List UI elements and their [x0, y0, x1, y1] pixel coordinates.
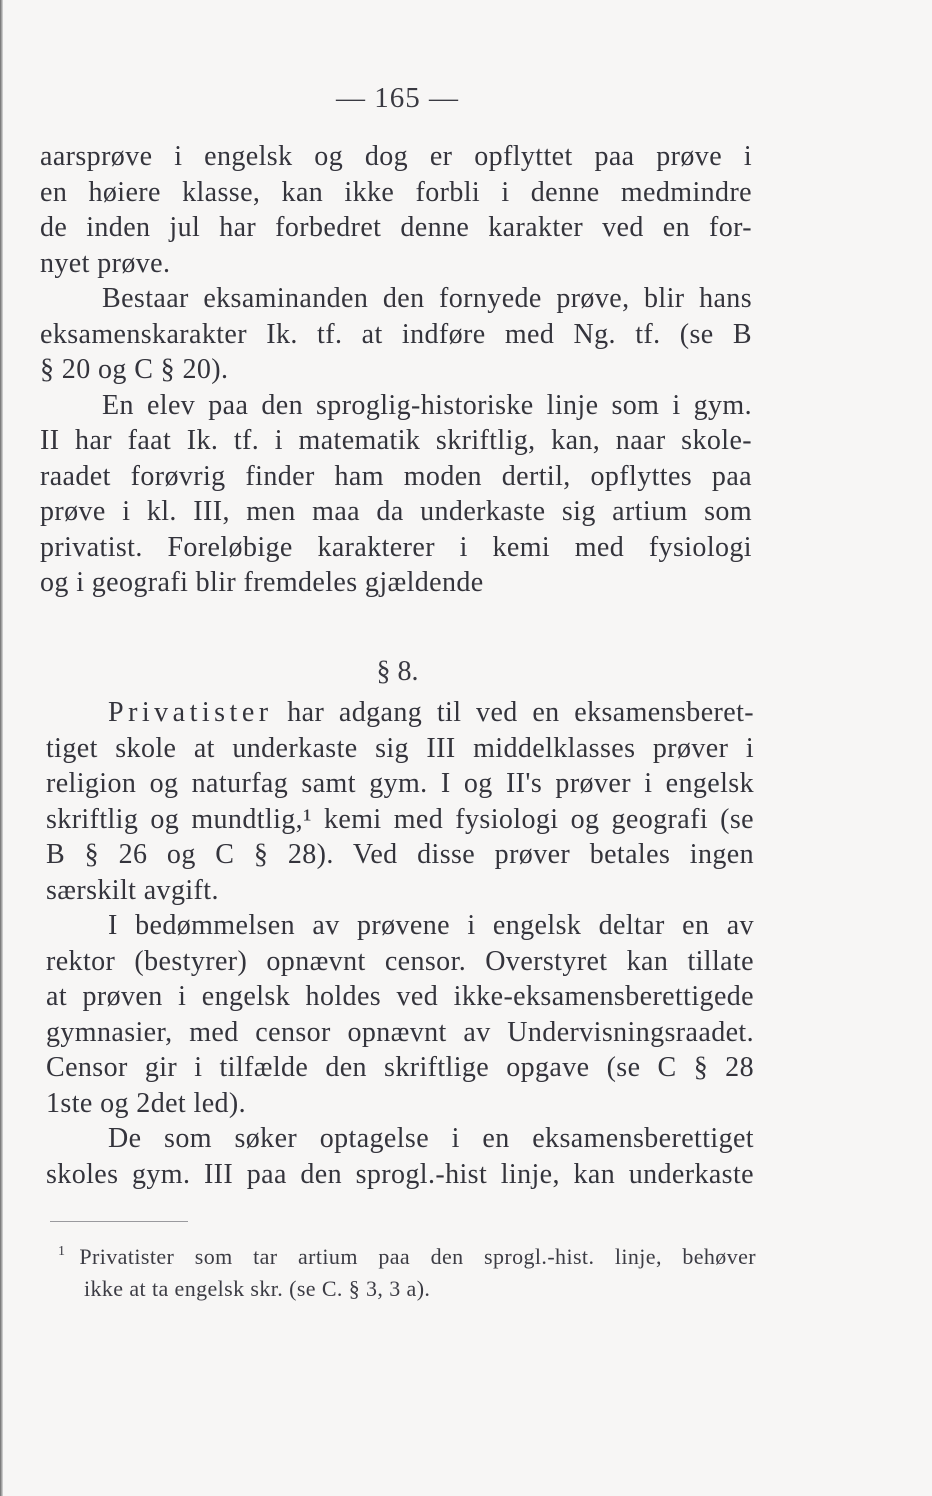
footnote: [58, 1241, 756, 1305]
text-line: de inden jul har forbedret denne karakter ved en for-: [40, 212, 752, 243]
text-line: tiget skole at underkaste sig III middelklasses prøver i: [46, 732, 754, 764]
body-text-top: [40, 139, 752, 601]
section-heading: § 8.: [376, 656, 419, 687]
text-line: prøve i kl. III, men maa da underkaste sig artium som: [40, 496, 752, 527]
text-line: nyet prøve.: [40, 247, 171, 279]
footnote-line: [58, 1241, 756, 1273]
text-line: Censor gir i tilfælde den skriftlige opgave (se C § 28: [46, 1052, 754, 1083]
footnote-text: Privatister som tar artium paa den sprogl.-hist. linje, behøver: [79, 1244, 756, 1269]
text-line: eksamenskarakter Ik. tf. at indføre med Ng. tf. (se B: [40, 318, 752, 350]
text-line: § 20 og C § 20).: [40, 354, 229, 385]
footnote-line: ikke at ta engelsk skr. (se C. § 3, 3 a).: [84, 1276, 431, 1301]
text-line: religion og naturfag samt gym. I og II's prøver i engelsk: [46, 768, 754, 799]
text-line: privatist. Foreløbige karakterer i kemi med fysiologi: [40, 531, 752, 563]
text-line: I bedømmelsen av prøvene i engelsk deltar en av: [108, 910, 754, 941]
footnote-marker: 1: [58, 1244, 66, 1259]
body-text-section: [46, 695, 754, 1192]
text-line: En elev paa den sproglig-historiske linje som i gym.: [102, 389, 752, 421]
text-line: gymnasier, med censor opnævnt av Undervisningsraadet.: [46, 1016, 754, 1048]
text-line: skriftlig og mundtlig,¹ kemi med fysiologi og geografi (se: [46, 803, 754, 835]
text-line: aarsprøve i engelsk og dog er opflyttet paa prøve i: [40, 141, 752, 172]
text-line: at prøven i engelsk holdes ved ikke-eksamensberettigede: [46, 981, 754, 1012]
text-line: Bestaar eksaminanden den fornyede prøve, blir hans: [102, 283, 752, 314]
text-line-first: [46, 695, 754, 731]
text-line: og i geografi blir fremdeles gjældende: [40, 567, 484, 598]
text-line: særskilt avgift.: [46, 874, 219, 906]
text-line: 1ste og 2det led).: [46, 1087, 247, 1119]
text-line: De som søker optagelse i en eksamensberettiget: [108, 1123, 754, 1154]
text-line: rektor (bestyrer) opnævnt censor. Overstyret kan tillate: [46, 945, 754, 977]
text-fragment: har adgang til ved en eksamensberet-: [272, 697, 754, 728]
page-edge-shadow: [0, 0, 3, 1496]
footnote-divider: [50, 1221, 188, 1222]
text-line: B § 26 og C § 28). Ved disse prøver betales ingen: [46, 839, 754, 870]
text-line: raadet forøvrig finder ham moden dertil, opflyttes paa: [40, 460, 752, 492]
spaced-term: Privatister: [108, 697, 273, 728]
text-line: II har faat Ik. tf. i matematik skriftlig, kan, naar skole-: [40, 425, 752, 456]
page-number: — 165 —: [336, 82, 459, 114]
text-line: en høiere klasse, kan ikke forbli i denne medmindre: [40, 176, 752, 208]
text-line: skoles gym. III paa den sprogl.-hist linje, kan underkaste: [46, 1158, 754, 1190]
